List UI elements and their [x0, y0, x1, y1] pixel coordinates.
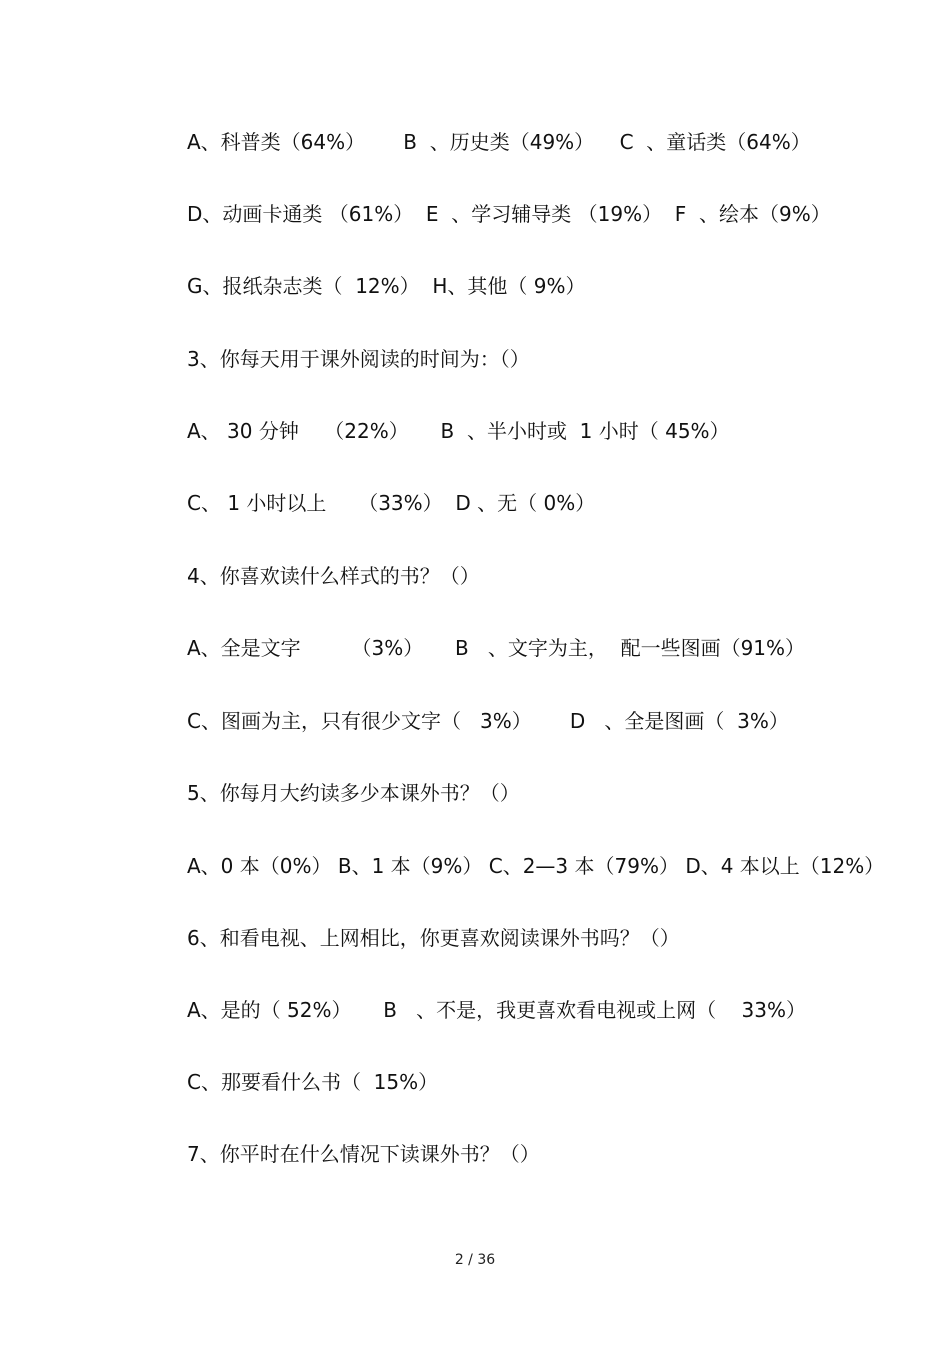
text-line: G、报纸杂志类（ 12%） H、其他（ 9%）	[187, 274, 586, 298]
text-line: A、 30 分钟 （22%） B 、半小时或 1 小时（ 45%）	[187, 419, 730, 443]
text-line: D、动画卡通类 （61%） E 、学习辅导类 （19%） F 、绘本（9%）	[187, 202, 831, 226]
text-line: A、科普类（64%） B 、历史类（49%） C 、童话类（64%）	[187, 130, 811, 154]
question-heading: 5、你每月大约读多少本课外书？（）	[187, 781, 520, 805]
text-line: C、 1 小时以上 （33%） D 、无（ 0%）	[187, 491, 596, 515]
text-line: C、那要看什么书（ 15%）	[187, 1070, 439, 1094]
question-heading: 6、和看电视、上网相比，你更喜欢阅读课外书吗？（）	[187, 926, 680, 950]
text-line: A、是的（ 52%） B 、不是，我更喜欢看电视或上网（ 33%）	[187, 998, 806, 1022]
text-line: A、全是文字 （3%） B 、文字为主， 配一些图画（91%）	[187, 636, 806, 660]
page-number: 2 / 36	[454, 1252, 496, 1268]
text-line: A、0 本（0%） B、1 本（9%） C、2—3 本（79%） D、4 本以上（12%）	[187, 854, 885, 878]
question-heading: 4、你喜欢读什么样式的书？（）	[187, 564, 480, 588]
question-heading: 7、你平时在什么情况下读课外书？（）	[187, 1142, 540, 1166]
text-line: C、图画为主，只有很少文字（ 3%） D 、全是图画（ 3%）	[187, 709, 789, 733]
question-heading: 3、你每天用于课外阅读的时间为：（）	[187, 347, 530, 371]
